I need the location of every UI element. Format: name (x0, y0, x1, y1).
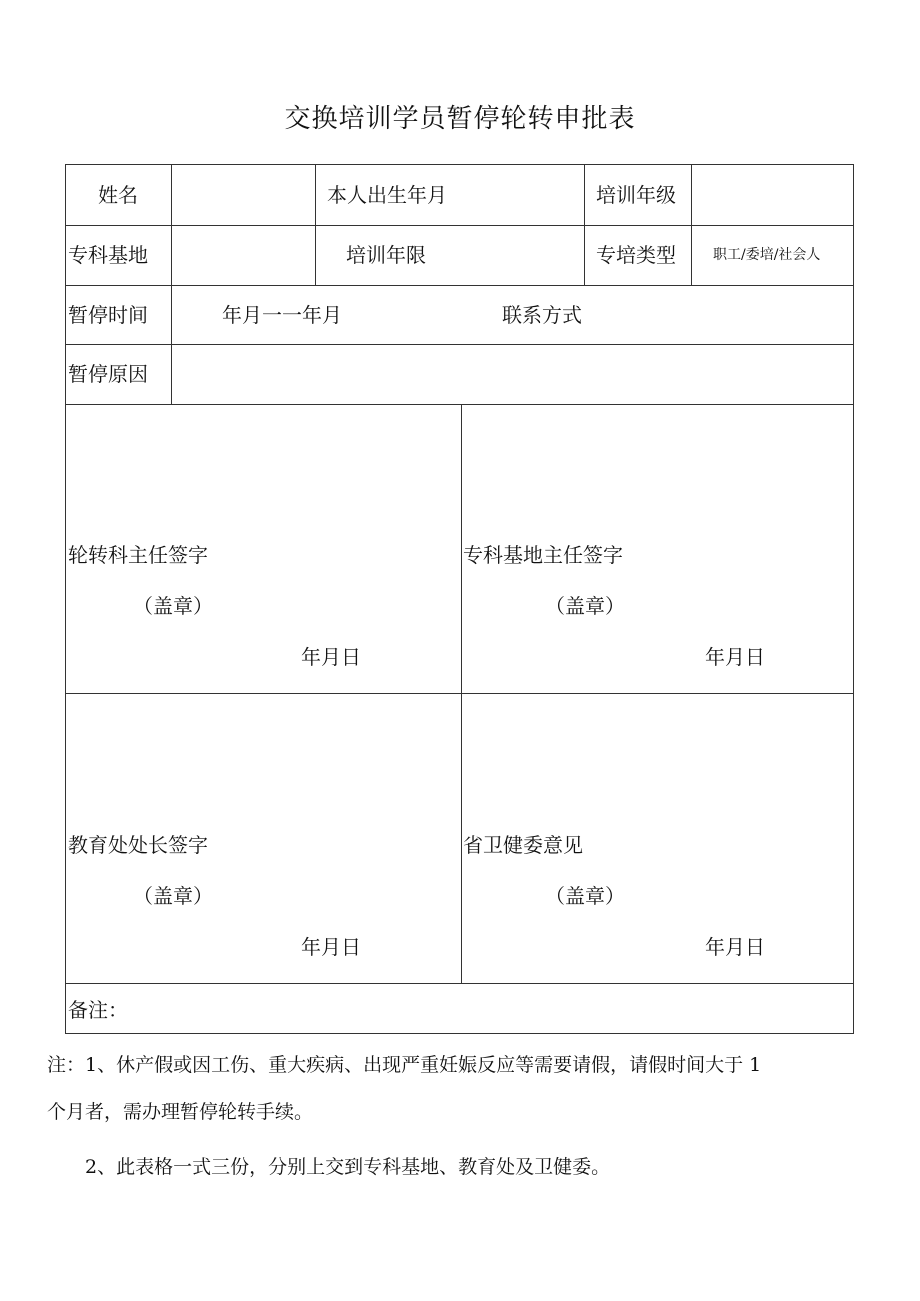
row-divider (65, 404, 854, 405)
remarks-field[interactable] (135, 984, 853, 1033)
note-1-line-1: 注：1、休产假或因工伤、重大疾病、出现严重妊娠反应等需要请假，请假时间大于 1 (47, 1054, 762, 1076)
column-divider (584, 164, 585, 285)
column-divider (461, 404, 462, 984)
column-divider (315, 164, 316, 285)
base-director-stamp: （盖章） (545, 594, 625, 618)
name-label: 姓名 (98, 183, 138, 207)
note-1-line-2: 个月者，需办理暂停轮转手续。 (47, 1101, 314, 1123)
health-commission-stamp: （盖章） (545, 884, 625, 908)
row-divider (65, 693, 854, 694)
contact-label: 联系方式 (502, 303, 582, 327)
training-years-label: 培训年限 (346, 243, 426, 267)
pause-time-label: 暂停时间 (68, 303, 148, 327)
remarks-label: 备注： (68, 998, 128, 1022)
education-office-date[interactable]: 年月日 (301, 935, 361, 959)
form-title: 交换培训学员暂停轮转申批表 (284, 104, 636, 134)
training-years-field[interactable] (465, 226, 584, 285)
name-field[interactable] (172, 165, 315, 225)
health-commission-date[interactable]: 年月日 (705, 935, 765, 959)
training-type-options[interactable]: 职工/委培/社会人 (713, 247, 821, 263)
education-office-signature-label: 教育处处长签字 (68, 833, 208, 857)
base-director-signature-label: 专科基地主任签字 (463, 543, 623, 567)
training-grade-label: 培训年级 (596, 183, 676, 207)
birth-date-label: 本人出生年月 (327, 183, 447, 207)
table-border-bottom (65, 1033, 854, 1034)
rotation-director-signature-label: 轮转科主任签字 (68, 543, 208, 567)
contact-field[interactable] (605, 286, 853, 344)
table-border-right (853, 164, 854, 1034)
table-border-left (65, 164, 66, 1034)
training-grade-field[interactable] (692, 165, 853, 225)
note-2: 2、此表格一式三份，分别上交到专科基地、教育处及卫健委。 (85, 1156, 611, 1178)
base-director-date[interactable]: 年月日 (705, 645, 765, 669)
health-commission-opinion-label: 省卫健委意见 (463, 833, 583, 857)
birth-date-field[interactable] (465, 165, 584, 225)
pause-time-field[interactable]: 年月一一年月 (222, 303, 342, 327)
pause-reason-label: 暂停原因 (68, 362, 148, 386)
rotation-director-stamp: （盖章） (133, 594, 213, 618)
rotation-director-date[interactable]: 年月日 (301, 645, 361, 669)
approval-form-table (65, 164, 854, 1034)
specialty-base-label: 专科基地 (68, 243, 148, 267)
education-office-stamp: （盖章） (133, 884, 213, 908)
specialty-base-field[interactable] (172, 226, 315, 285)
pause-reason-field[interactable] (172, 345, 853, 404)
training-type-label: 专培类型 (596, 243, 676, 267)
